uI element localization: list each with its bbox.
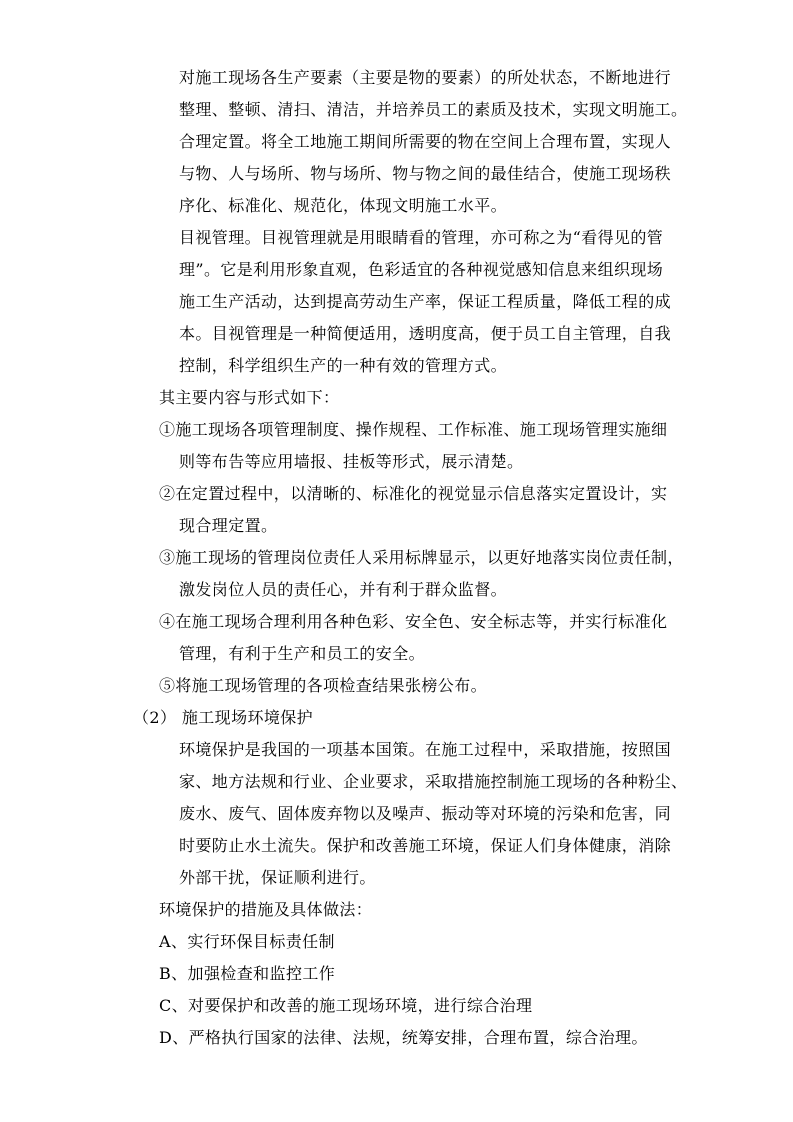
text-line: 家、地方法规和行业、企业要求，采取措施控制施工现场的各种粉尘、	[179, 772, 688, 791]
text-line: 外部干扰，保证顺利进行。	[179, 868, 376, 887]
text-line: ④在施工现场合理利用各种色彩、安全色、安全标志等，并实行标准化	[159, 612, 668, 631]
measures-intro: 环境保护的措施及具体做法：	[159, 900, 373, 919]
text-line: 则等布告等应用墙报、挂板等形式，展示清楚。	[179, 452, 524, 471]
text-line: 合理定置。将全工地施工期间所需要的物在空间上合理布置，实现人	[179, 132, 672, 151]
list-item: D、严格执行国家的法律、法规，统筹安排，合理布置，综合治理。	[159, 1028, 648, 1047]
text-line: 时要防止水土流失。保护和改善施工环境，保证人们身体健康，消除	[179, 836, 672, 855]
main-content-intro: 其主要内容与形式如下：	[159, 388, 340, 407]
section-heading: （2） 施工现场环境保护	[133, 708, 314, 727]
list-item: A、实行环保目标责任制	[159, 932, 335, 951]
text-line: 整理、整顿、清扫、清洁，并培养员工的素质及技术，实现文明施工。	[179, 100, 688, 119]
text-line: 环境保护是我国的一项基本国策。在施工过程中，采取措施，按照国	[179, 740, 672, 759]
text-line: 理”。它是利用形象直观，色彩适宜的各种视觉感知信息来组织现场	[179, 260, 664, 279]
text-line: ②在定置过程中，以清晰的、标准化的视觉显示信息落实定置设计，实	[159, 484, 668, 503]
text-line: 对施工现场各生产要素（主要是物的要素）的所处状态，不断地进行	[179, 68, 672, 87]
text-line: 管理，有利于生产和员工的安全。	[179, 644, 426, 663]
text-line: 本。目视管理是一种简便适用，透明度高，便于员工自主管理，自我	[179, 324, 672, 343]
text-line: 与物、人与场所、物与场所、物与物之间的最佳结合，使施工现场秩	[179, 164, 672, 183]
text-line: 目视管理。目视管理就是用眼睛看的管理，亦可称之为“看得见的管	[179, 228, 664, 247]
text-line: 废水、废气、固体废弃物以及噪声、振动等对环境的污染和危害，同	[179, 804, 672, 823]
text-line: ③施工现场的管理岗位责任人采用标牌显示，以更好地落实岗位责任制，	[159, 548, 684, 567]
text-line: 激发岗位人员的责任心，并有利于群众监督。	[179, 580, 508, 599]
text-line: 施工生产活动，达到提高劳动生产率，保证工程质量，降低工程的成	[179, 292, 672, 311]
text-line: ⑤将施工现场管理的各项检查结果张榜公布。	[159, 676, 488, 695]
text-line: 现合理定置。	[179, 516, 278, 535]
list-item: B、加强检查和监控工作	[159, 964, 336, 983]
text-line: ①施工现场各项管理制度、操作规程、工作标准、施工现场管理实施细	[159, 420, 668, 439]
text-line: 序化、标准化、规范化，体现文明施工水平。	[179, 196, 508, 215]
text-line: 控制，科学组织生产的一种有效的管理方式。	[179, 356, 508, 375]
list-item: C、对要保护和改善的施工现场环境，进行综合治理	[159, 996, 533, 1015]
